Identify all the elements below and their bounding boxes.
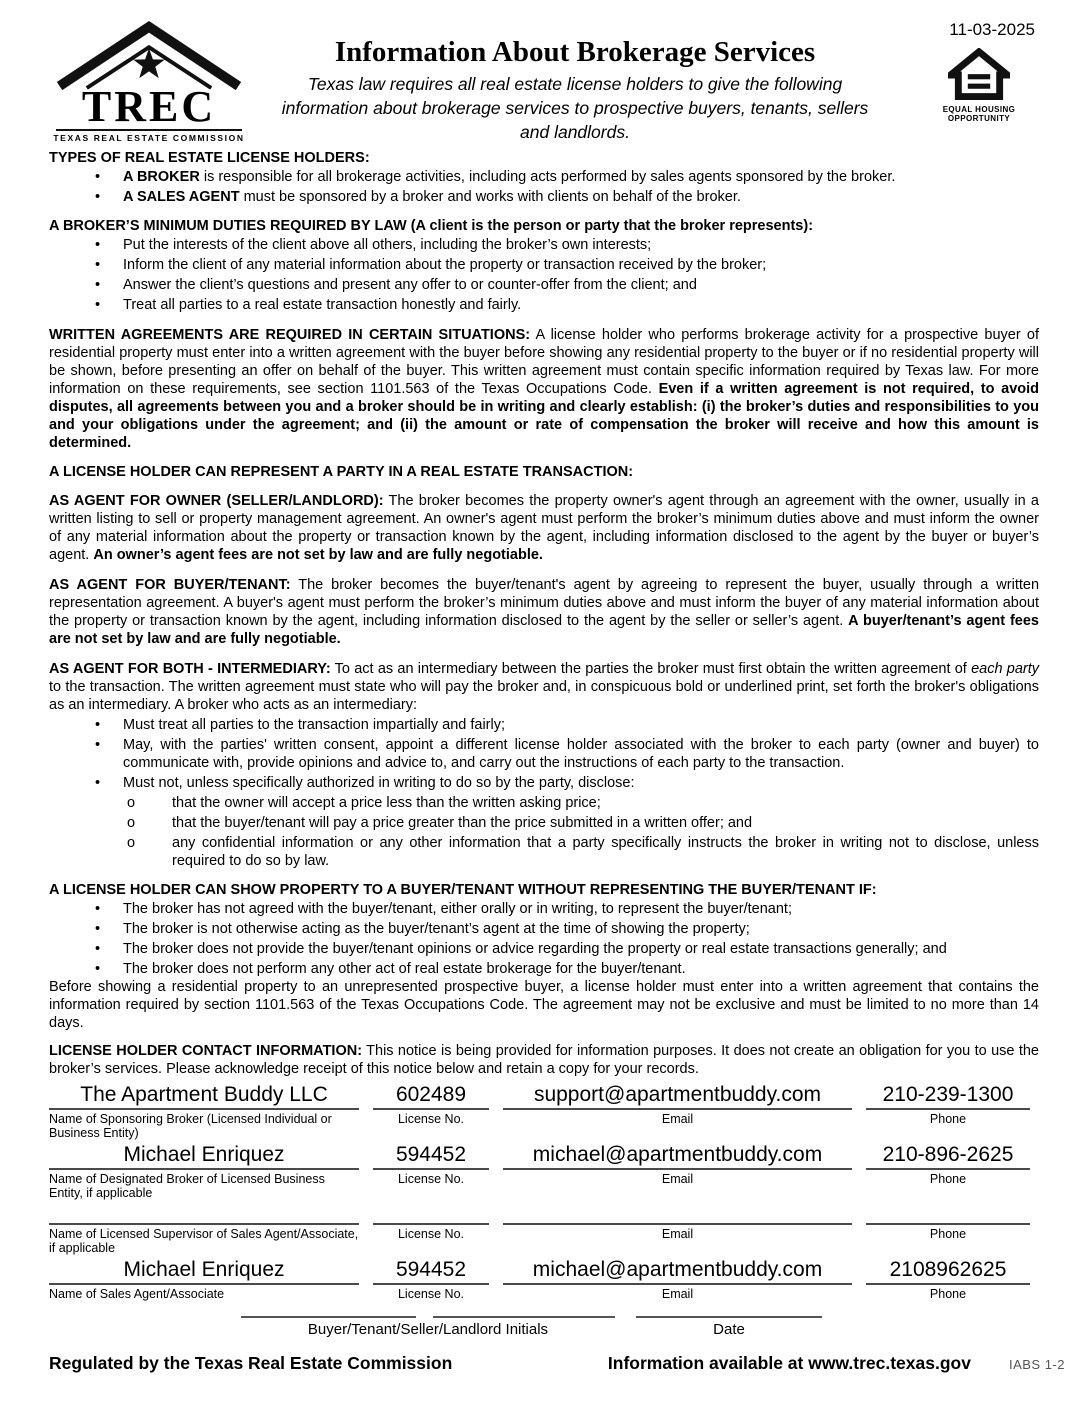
form-code: IABS 1-2: [1008, 1357, 1065, 1372]
section-show-property: [49, 882, 1039, 1032]
sub-bullet-item: o that the buyer/tenant will pay a price greater than the price submitted in a written offer; and: [127, 815, 753, 831]
section-agent-both: AS AGENT FOR BOTH - INTERMEDIARY: To act as an intermediary between the parties the broker must first obtain the written agreement of each party to the transaction. The written agreement must state who will pay the broker and, in conspicuous bold or underlined print, set forth the broker's obligations as an intermediary. A broker who acts as an intermediary: • Must treat all parties to the transaction impartially and fairly; • May, with the parties' written consent, appoint a different license holder associated with the broker to each party (owner and buyer) to communicate with, provide opinions and advice to, and carry out the instructions of each party to the transaction. • Must not, unless specifically authorized in writing to do so by the party, disclose: o that the owner will accept a price less than the written asking price; o that the buyer/tenant will pay a price greater than the price submitted in a written offer; and o any confidential information or any other information that a party specifically instructs the broker in writing not to disclose, unless required to do so by law.: [49, 661, 1040, 869]
section-heading: TYPES OF REAL ESTATE LICENSE HOLDERS:: [49, 150, 370, 166]
form-header: [49, 20, 1039, 144]
trec-roof-star-icon: [49, 20, 249, 90]
sub-bullet-marker: o: [127, 795, 136, 811]
email-value: michael@apartmentbuddy.com: [503, 1142, 852, 1170]
license-value: 594452: [373, 1142, 489, 1170]
header-center: [261, 20, 889, 144]
broker-name-value: Michael Enriquez: [49, 1142, 359, 1170]
table-row-supervisor: [49, 1202, 1039, 1255]
phone-value: 210-239-1300: [866, 1082, 1030, 1110]
bullet-marker: •: [95, 921, 101, 937]
sub-bullet-marker: o: [127, 815, 136, 831]
license-label: License No.: [397, 1227, 464, 1241]
bullet-item: • A BROKER is responsible for all brokerage activities, including acts performed by sales agents sponsored by the broker.: [95, 169, 896, 185]
license-label: License No.: [397, 1172, 464, 1186]
bullet-item: • Treat all parties to a real estate transaction honestly and fairly.: [95, 297, 522, 313]
email-label: Email: [661, 1287, 694, 1301]
section-contact-intro: LICENSE HOLDER CONTACT INFORMATION: This notice is being provided for information purposes. It does not create an obligation for you to use the broker’s services. Please acknowledge receipt of this notice below and retain a copy for your records.: [49, 1043, 1040, 1077]
bullet-item: • The broker has not agreed with the buyer/tenant, either orally or in writing, to represent the buyer/tenant;: [95, 901, 792, 917]
bullet-marker: •: [95, 717, 101, 733]
form-date: 11-03-2025: [949, 20, 1035, 39]
initials-label: Buyer/Tenant/Seller/Landlord Initials: [307, 1321, 549, 1338]
bullet-item: • A SALES AGENT must be sponsored by a broker and works with clients on behalf of the broker.: [95, 189, 741, 205]
license-value: 602489: [373, 1082, 489, 1110]
show-property-closing: Before showing a residential property to an unrepresented prospective buyer, a license holder must enter into a written agreement that contains the information required by section 1101.563 of the Texas Occupations Code. The agreement may not be exclusive and must be limited to no more than 14 days.: [49, 979, 1039, 1031]
equal-housing-label: EQUAL HOUSING OPPORTUNITY: [942, 105, 1016, 123]
supervisor-name-value: [49, 1202, 359, 1225]
bullet-item: • Put the interests of the client above all others, including the broker’s own interests;: [95, 237, 652, 253]
bullet-item: • May, with the parties' written consent, appoint a different license holder associated with the broker to each party (owner and buyer) to communicate with, provide opinions and advice to, and carry out the instructions of each party to the transaction.: [95, 737, 1039, 771]
table-row-designated-broker: [49, 1142, 1039, 1200]
phone-label: Phone: [929, 1172, 967, 1186]
phone-value: 2108962625: [866, 1257, 1030, 1285]
section-heading: WRITTEN AGREEMENTS ARE REQUIRED IN CERTAIN SITUATIONS:: [49, 327, 531, 343]
section-heading: AS AGENT FOR BUYER/TENANT:: [49, 577, 291, 593]
footer-regulated-by: Regulated by the Texas Real Estate Commission: [49, 1353, 453, 1373]
email-value: michael@apartmentbuddy.com: [503, 1257, 852, 1285]
initials-line-2: [433, 1316, 615, 1318]
header-right: [889, 20, 1039, 144]
name-label: Name of Licensed Supervisor of Sales Agent/Associate, if applicable: [49, 1227, 359, 1255]
email-label: Email: [661, 1112, 694, 1126]
phone-label: Phone: [929, 1227, 967, 1241]
phone-value: 210-896-2625: [866, 1142, 1030, 1170]
license-value: 594452: [373, 1257, 489, 1285]
table-row-sales-agent: [49, 1257, 1039, 1301]
email-value: support@apartmentbuddy.com: [503, 1082, 852, 1110]
bullet-item: • Inform the client of any material information about the property or transaction received by the broker;: [95, 257, 767, 273]
broker-name-value: The Apartment Buddy LLC: [49, 1082, 359, 1110]
phone-label: Phone: [929, 1287, 967, 1301]
phone-value: [866, 1202, 1030, 1225]
bullet-item: • The broker does not perform any other act of real estate brokerage for the buyer/tenant.: [95, 961, 686, 977]
sub-bullet-item: o that the owner will accept a price less than the written asking price;: [127, 795, 601, 811]
bullet-item: • The broker is not otherwise acting as the buyer/tenant’s agent at the time of showing the property;: [95, 921, 750, 937]
name-label: Name of Sales Agent/Associate: [49, 1287, 225, 1301]
email-value: [503, 1202, 852, 1225]
email-label: Email: [661, 1172, 694, 1186]
section-agent-owner: AS AGENT FOR OWNER (SELLER/LANDLORD): The broker becomes the property owner's agent through an agreement with the owner, usually in a written listing to sell or property management agreement. An owner's agent must perform the broker’s minimum duties above and must inform the owner of any material information about the property or transaction known by the agent, including information disclosed to the agent by the buyer or buyer’s agent. An owner’s agent fees are not set by law and are fully negotiable.: [49, 493, 1039, 563]
equal-housing-logo: [937, 48, 1021, 123]
bullet-marker: •: [95, 237, 101, 253]
section-heading: LICENSE HOLDER CONTACT INFORMATION:: [49, 1043, 363, 1059]
license-label: License No.: [397, 1287, 464, 1301]
trec-wordmark: TREC: [81, 82, 217, 131]
sub-bullet-item: o any confidential information or any other information that a party specifically instructs the broker in writing not to disclose, unless required to do so by law.: [127, 835, 1039, 869]
phone-label: Phone: [929, 1112, 967, 1126]
bullet-marker: •: [95, 961, 101, 977]
equal-housing-house-icon: [948, 48, 1010, 102]
section-heading: AS AGENT FOR OWNER (SELLER/LANDLORD):: [49, 493, 384, 509]
section-heading: AS AGENT FOR BOTH - INTERMEDIARY:: [49, 661, 331, 677]
date-line: [636, 1316, 822, 1318]
bullet-marker: •: [95, 277, 101, 293]
bullet-item: • Must not, unless specifically authorized in writing to do so by the party, disclose:: [95, 775, 635, 791]
signature-area: [49, 1301, 1039, 1347]
agent-name-value: Michael Enriquez: [49, 1257, 359, 1285]
bullet-marker: •: [95, 169, 101, 185]
footer-info-available: Information available at www.trec.texas.gov: [607, 1353, 971, 1373]
name-label: Name of Designated Broker of Licensed Business Entity, if applicable: [49, 1172, 325, 1200]
bullet-item: • Must treat all parties to the transaction impartially and fairly;: [95, 717, 505, 733]
bullet-marker: •: [95, 257, 101, 273]
section-written-agreements: WRITTEN AGREEMENTS ARE REQUIRED IN CERTAIN SITUATIONS: A license holder who performs brokerage activity for a prospective buyer of residential property must enter into a written agreement with the buyer before showing any residential property to the buyer or if no residential property will be shown, before presenting an offer on behalf of the buyer. This written agreement must contain specific information required by Texas law. For more information on these requirements, see section 1101.563 of the Texas Occupations Code. Even if a written agreement is not required, to avoid disputes, all agreements between you and a broker should be in writing and clearly establish: (i) the broker’s duties and responsibilities to you and your obligations under the agreement; and (ii) the amount or rate of compensation the broker will receive and how this amount is determined.: [49, 327, 1040, 451]
section-represent-heading: A LICENSE HOLDER CAN REPRESENT A PARTY IN A REAL ESTATE TRANSACTION:: [49, 464, 634, 480]
bullet-marker: •: [95, 189, 101, 205]
page-title: Information About Brokerage Services: [334, 36, 816, 68]
bullet-item: • Answer the client’s questions and present any offer to or counter-offer from the client; and: [95, 277, 697, 293]
license-value: [373, 1202, 489, 1225]
section-heading: A BROKER’S MINIMUM DUTIES REQUIRED BY LAW (A client is the person or party that the broker represents):: [49, 218, 814, 234]
license-label: License No.: [397, 1112, 464, 1126]
bullet-marker: •: [95, 775, 101, 791]
form-footer: [49, 1353, 1065, 1374]
initials-line-1: [241, 1316, 416, 1318]
bullet-marker: •: [95, 737, 101, 753]
bullet-marker: •: [95, 941, 101, 957]
section-types: [49, 150, 1039, 206]
contact-table: [49, 1082, 1039, 1301]
date-label: Date: [713, 1321, 745, 1338]
sub-bullet-marker: o: [127, 835, 136, 851]
email-label: Email: [661, 1227, 694, 1241]
page-subtitle: Texas law requires all real estate license holders to give the following information about brokerage services to prospective buyers, tenants, sellers and landlords.: [281, 74, 869, 142]
section-duties: [49, 218, 1039, 314]
section-agent-buyer: AS AGENT FOR BUYER/TENANT: The broker becomes the buyer/tenant's agent by agreeing to represent the buyer, usually through a written representation agreement. A buyer's agent must perform the broker’s minimum duties above and must inform the buyer of any material information about the property or transaction known by the agent, including information disclosed to the agent by the seller or seller’s agent. A buyer/tenant’s agent fees are not set by law and are fully negotiable.: [49, 577, 1040, 647]
trec-logo: [49, 20, 249, 144]
bullet-marker: •: [95, 901, 101, 917]
section-heading: A LICENSE HOLDER CAN SHOW PROPERTY TO A BUYER/TENANT WITHOUT REPRESENTING THE BUYER/TENANT IF:: [49, 882, 877, 898]
table-row-sponsoring-broker: [49, 1082, 1039, 1140]
bullet-marker: •: [95, 297, 101, 313]
name-label: Name of Sponsoring Broker (Licensed Individual or Business Entity): [49, 1112, 332, 1140]
bullet-item: • The broker does not provide the buyer/tenant opinions or advice regarding the property or real estate transactions generally; and: [95, 941, 947, 957]
trec-commission-label: TEXAS REAL ESTATE COMMISSION: [53, 133, 245, 143]
